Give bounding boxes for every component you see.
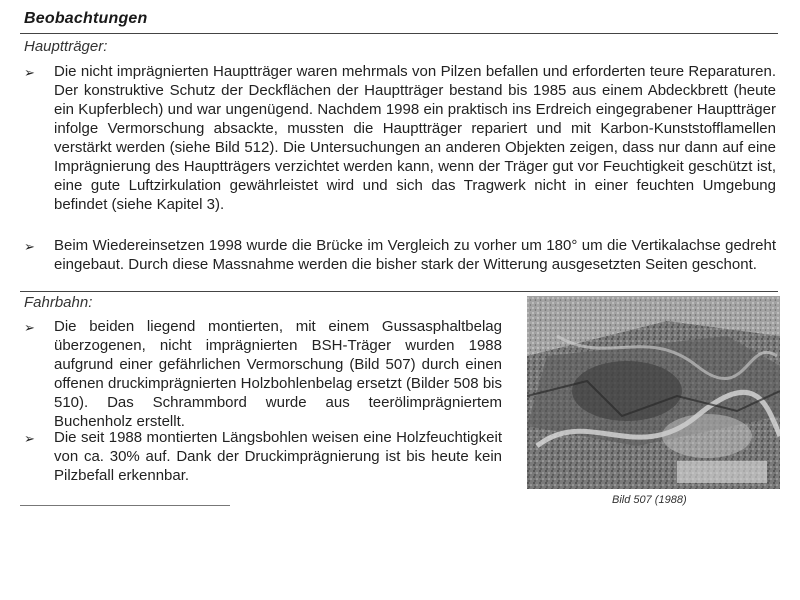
section-divider bbox=[20, 291, 778, 292]
paragraph-text: Die beiden liegend montierten, mit einem Gussasphaltbelag überzogenen, nicht imprägnierten BSH-Träger wurden 1988 aufgrund einer gefährlichen Vermorschung (Bild 507) durch einen offenen druckimprägnierten Holzbohlenbelag ersetzt (Bilder 508 bis 510). Das Schrammbord wurde aus teerölimprägniertem Buchenholz erstellt. bbox=[54, 318, 502, 430]
page-title: Beobachtungen bbox=[24, 10, 148, 27]
paragraph-text: Die nicht imprägnierten Hauptträger waren mehrmals von Pilzen befallen und erforderten teure Reparaturen. Der konstruktive Schutz der Deckflächen der Hauptträger bestand bis 1985 aus einem Abdeckbrett (heute ein Kupferblech) und war ungenügend. Nachdem 1998 ein praktisch ins Erdreich eingegrabener Hauptträger infolge Vermorschung absackte, mussten die Hauptträger repariert und mit Karbon-Kunststofflamellen verstärkt werden (siehe Bild 512). Die Untersuchungen an anderen Objekten zeigen, dass nur dann auf eine Imprägnierung des Hauptträgers verzichtet werden kann, wenn der Träger gut vor Feuchtigkeit geschützt ist, eine gute Luftzirkulation gewährleistet wird und sich das Tragwerk nicht in einer feuchten Umgebung befindet (siehe Kapitel 3). bbox=[54, 63, 776, 213]
arrow-bullet-icon: ➢ bbox=[24, 239, 35, 254]
paragraph-text: Beim Wiedereinsetzen 1998 wurde die Brücke im Vergleich zu vorher um 180° um die Vertikalachse gedreht eingebaut. Durch diese Massnahme werden die bisher stark der Witterung ausgesetzten Seiten geschont. bbox=[54, 237, 776, 273]
section-heading-haupttraeger: Hauptträger: bbox=[24, 38, 108, 55]
section-heading-fahrbahn: Fahrbahn: bbox=[24, 294, 93, 311]
arrow-bullet-icon: ➢ bbox=[24, 65, 35, 80]
figure-caption: Bild 507 (1988) bbox=[612, 494, 687, 506]
decayed-beam-photo bbox=[527, 296, 780, 489]
arrow-bullet-icon: ➢ bbox=[24, 320, 35, 335]
bottom-divider bbox=[20, 505, 230, 506]
arrow-bullet-icon: ➢ bbox=[24, 431, 35, 446]
paragraph-text: Die seit 1988 montierten Längsbohlen weisen eine Holzfeuchtigkeit von ca. 30% auf. Dank der Druckimprägnierung ist bis heute kein Pilzbefall erkennbar. bbox=[54, 429, 502, 484]
title-divider bbox=[20, 33, 778, 34]
